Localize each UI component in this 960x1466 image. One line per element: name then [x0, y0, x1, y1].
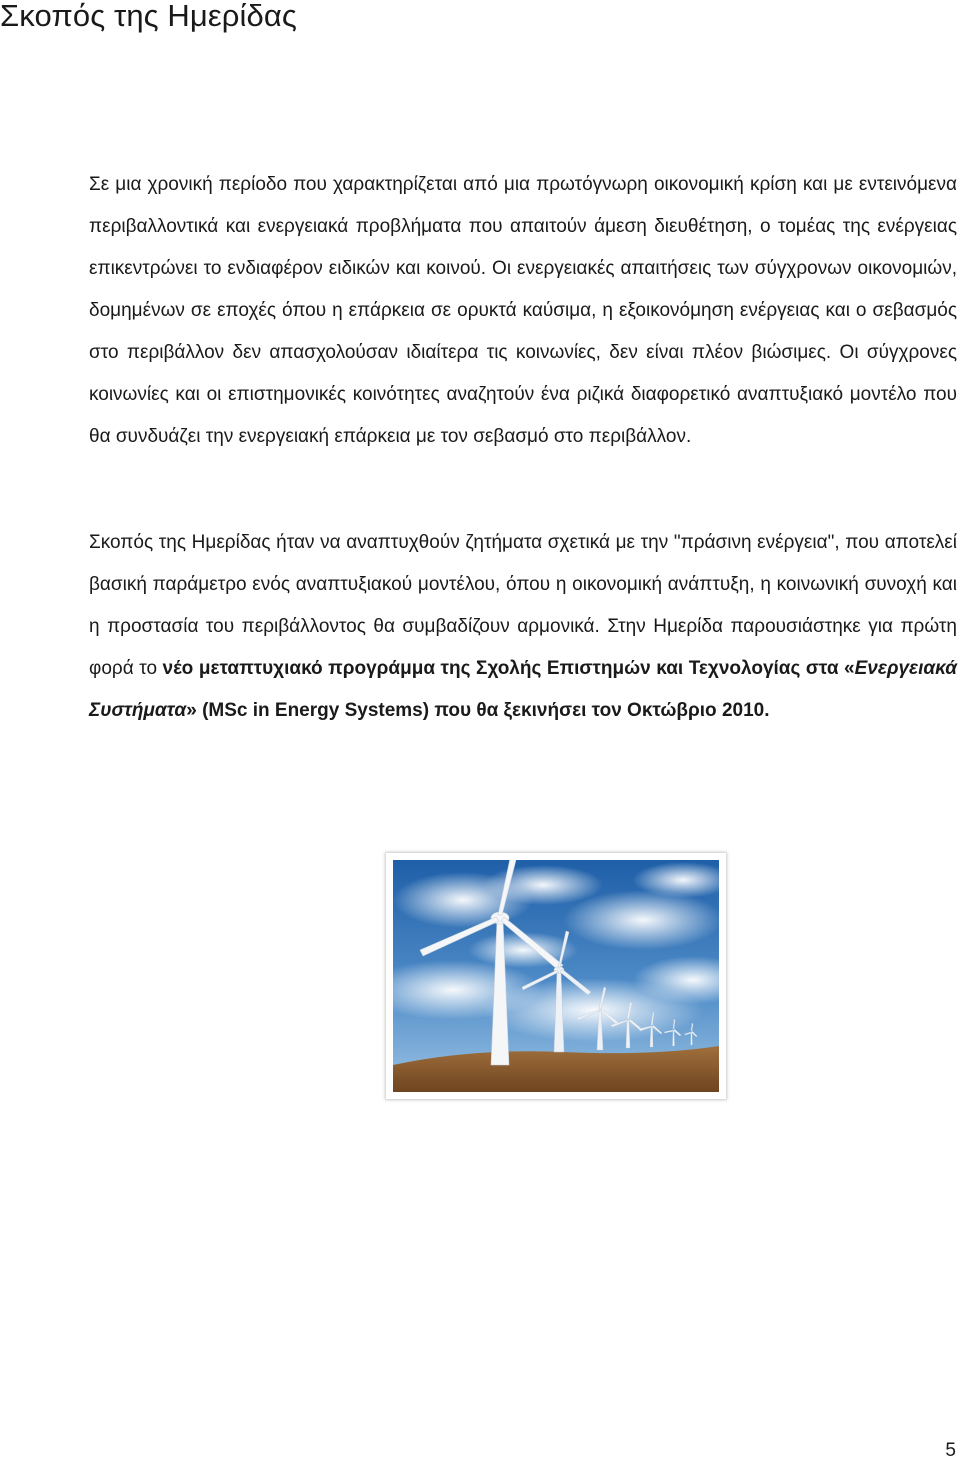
page-title: Σκοπός της Ημερίδας: [0, 0, 297, 33]
intro-paragraph: Σε μια χρονική περίοδο που χαρακτηρίζεται από μια πρωτόγνωρη οικονομική κρίση και με εντεινόμενα περιβαλλοντικά και ενεργειακά προβλήματα που απαιτούν άμεση διευθέτηση, ο τομέας της ενέργειας επικεντρώνει το ενδιαφέρον ειδικών και κοινού. Οι ενεργειακές απαιτήσεις των σύγχρονων οικονομιών, δομημένων σε εποχές όπου η επάρκεια σε ορυκτά καύσιμα, η εξοικονόμηση ενέργειας και ο σεβασμός στο περιβάλλον δεν απασχολούσαν ιδιαίτερα τις κοινωνίες, δεν είναι πλέον βιώσιμες. Οι σύγχρονες κοινωνίες και οι επιστημονικές κοινότητες αναζητούν ένα ριζικά διαφορετικό αναπτυξιακό μοντέλο που θα συνδυάζει την ενεργειακή επάρκεια με τον σεβασμό στο περιβάλλον.: [89, 174, 957, 447]
page-number: 5: [945, 1440, 956, 1461]
purpose-paragraph: [89, 522, 957, 732]
wind-turbines-illustration: [393, 860, 719, 1092]
purpose-text: Σκοπός της Ημερίδας ήταν να αναπτυχθούν ζητήματα σχετικά με την "πράσινη ενέργεια", που αποτελεί βασική παράμετρο ενός αναπτυξιακού μοντέλου, όπου η οικονομική ανάπτυξη, η κοινωνική συνοχή και η προστασία του περιβάλλοντος θα συμβαδίζουν αρμονικά. Στην Ημερίδα παρουσιάστηκε για πρώτη φορά το: [89, 532, 957, 679]
wind-turbines-figure: [386, 853, 726, 1099]
program-name-bold: νέο μεταπτυχιακό προγράμμα της Σχολής Επιστημών και Τεχνολογίας στα «: [162, 658, 855, 679]
program-title-bold-italic: Ενεργειακά Συστήματα: [89, 658, 957, 721]
program-details-bold: » (MSc in Energy Systems) που θα ξεκινήσει τον Οκτώβριο 2010.: [186, 700, 770, 721]
